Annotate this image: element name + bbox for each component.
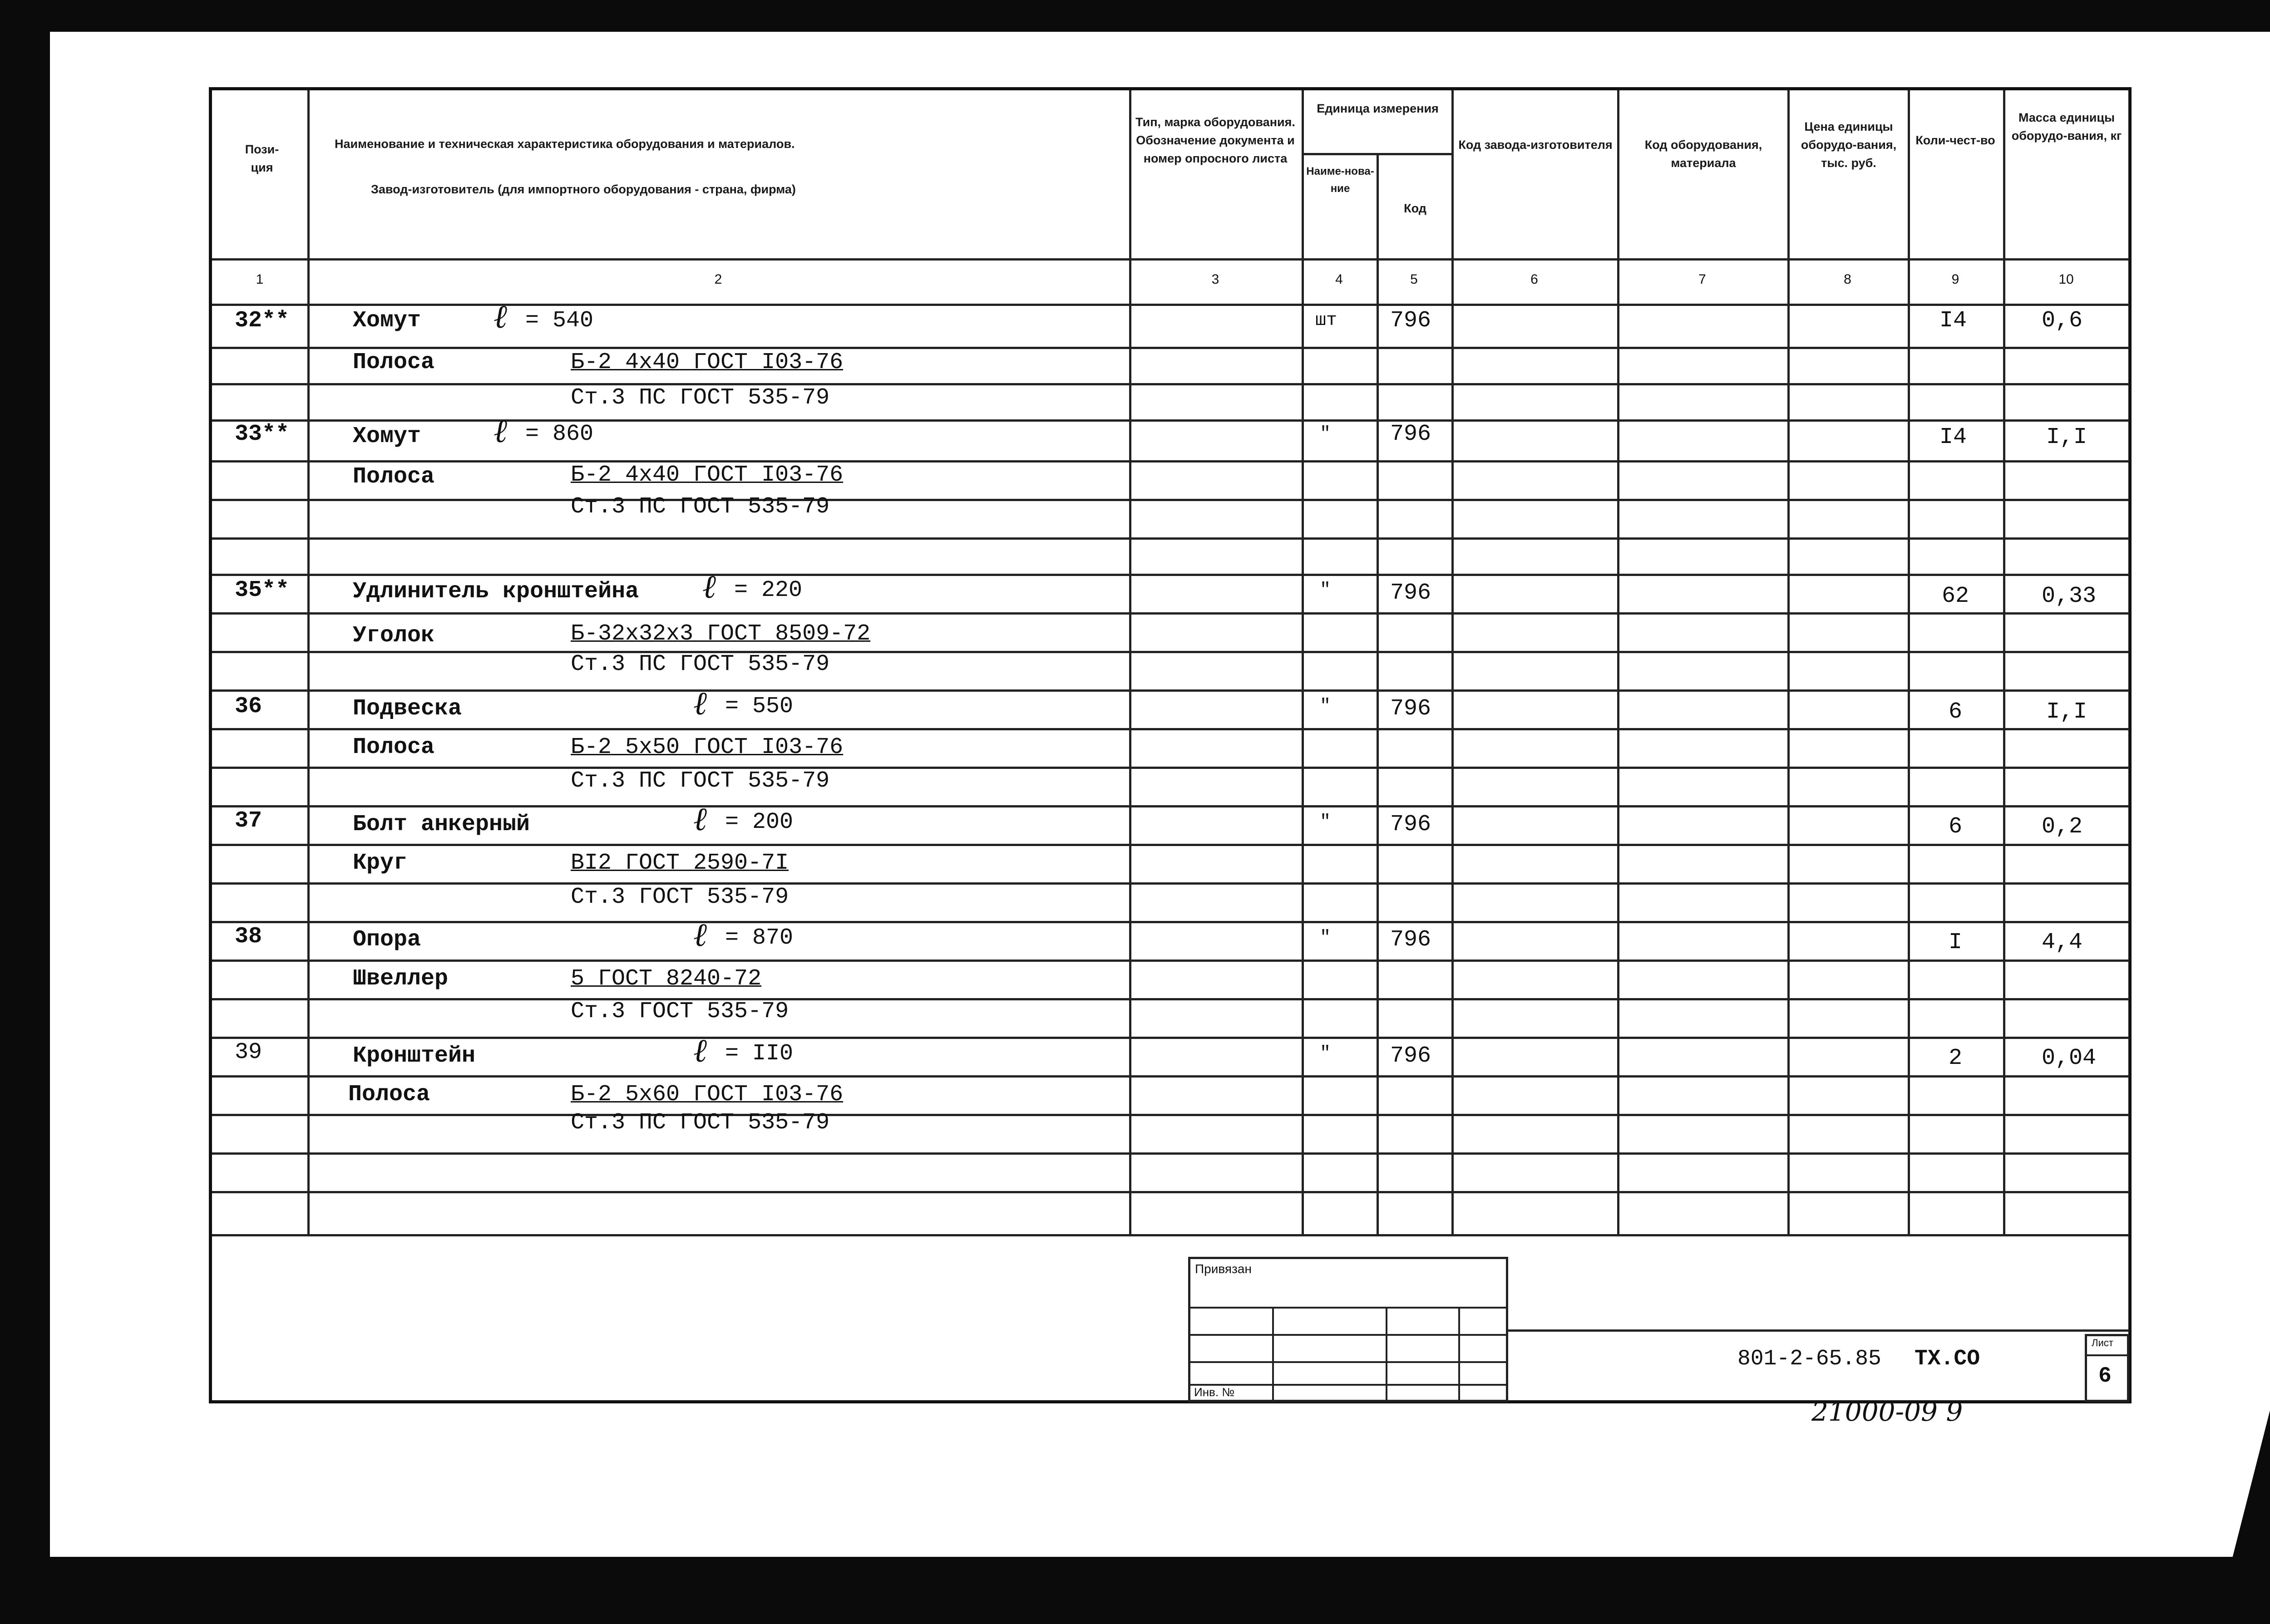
colnum-8: 8: [1844, 272, 1851, 287]
row-spec-steel: Ст.3 ПС ГОСТ 535-79: [571, 494, 830, 520]
row-unit: ": [1320, 928, 1331, 948]
row-mass: I,I: [2046, 699, 2087, 725]
row-quantity: I: [1949, 930, 1963, 955]
row-spec-steel: Ст.3 ПС ГОСТ 535-79: [571, 651, 830, 677]
row-quantity: 6: [1949, 699, 1963, 725]
row-name: Хомут: [353, 423, 421, 449]
row-quantity: 6: [1949, 814, 1963, 840]
row-material: Уголок: [353, 623, 435, 649]
stamp-inventory-label: Инв. №: [1194, 1385, 1235, 1399]
row-unit-code: 796: [1390, 421, 1431, 447]
header-mass: Масса единицы оборудо-вания, кг: [2011, 111, 2122, 143]
row-mass: 0,33: [2042, 583, 2097, 609]
length-symbol: ℓ: [693, 684, 707, 722]
document-mark: ТХ.СО: [1915, 1347, 1980, 1371]
row-unit-code: 796: [1390, 308, 1431, 334]
row-name: Подвеска: [353, 696, 462, 722]
row-length: = II0: [725, 1041, 794, 1067]
row-length: = 550: [725, 694, 794, 719]
sheet-number: 6: [2098, 1364, 2112, 1388]
row-spec-steel: Ст.3 ПС ГОСТ 535-79: [571, 1110, 830, 1136]
row-mass: 4,4: [2042, 930, 2083, 955]
row-spec-profile: Б-32х32х3 ГОСТ 8509-72: [571, 621, 871, 647]
row-length: = 220: [734, 577, 803, 603]
row-spec-profile: BI2 ГОСТ 2590-7I: [571, 850, 789, 876]
row-unit: ": [1320, 424, 1331, 444]
row-unit: ": [1320, 580, 1331, 600]
row-position: 39: [235, 1039, 262, 1065]
sheet-number-box: [2085, 1334, 2129, 1402]
row-position: 37: [235, 808, 262, 834]
row-position: 38: [235, 924, 262, 950]
row-material: Полоса: [353, 734, 435, 760]
header-type: Тип, марка оборудования. Обозначение документа и номер опросного листа: [1135, 115, 1295, 165]
length-symbol: ℓ: [693, 1031, 707, 1069]
spec-sheet: [209, 87, 2132, 1403]
row-position: 35**: [235, 577, 290, 603]
row-material: Полоса: [353, 349, 435, 375]
colnum-10: 10: [2058, 272, 2074, 287]
row-position: 36: [235, 694, 262, 719]
header-unit-group: Единица измерения: [1317, 102, 1439, 115]
approval-stamp: [1188, 1257, 1508, 1402]
row-position: 32**: [235, 308, 290, 334]
colnum-6: 6: [1530, 272, 1538, 287]
row-spec-steel: Ст.3 ГОСТ 535-79: [571, 884, 789, 910]
row-length: = 540: [525, 308, 594, 334]
scan-edge-top: [0, 0, 2270, 32]
row-unit: шт: [1315, 310, 1337, 331]
row-unit-code: 796: [1390, 580, 1431, 606]
colnum-1: 1: [256, 272, 264, 287]
header-equipment-code: Код оборудования, материала: [1644, 138, 1762, 170]
scan-edge-bottom: [0, 1557, 2270, 1624]
row-length: = 200: [725, 809, 794, 835]
length-symbol: ℓ: [493, 412, 507, 450]
row-unit-code: 796: [1390, 927, 1431, 953]
header-factory-code: Код завода-изготовителя: [1458, 138, 1613, 152]
colnum-9: 9: [1951, 272, 1959, 287]
header-name-line1: Наименование и техническая характеристика оборудования и материалов.: [335, 137, 795, 151]
row-material: Полоса: [348, 1082, 430, 1107]
row-material: Швеллер: [353, 966, 449, 992]
colnum-4: 4: [1335, 272, 1343, 287]
row-spec-profile: 5 ГОСТ 8240-72: [571, 966, 762, 992]
scan-edge-left: [0, 0, 50, 1624]
row-material: Круг: [353, 850, 408, 876]
header-bottom-line: [212, 258, 2129, 261]
row-name: Удлинитель кронштейна: [353, 579, 639, 605]
row-unit: ": [1320, 696, 1331, 717]
row-spec-steel: Ст.3 ГОСТ 535-79: [571, 999, 789, 1024]
colnum-7: 7: [1698, 272, 1706, 287]
row-quantity: 62: [1942, 583, 1969, 609]
row-mass: 0,04: [2042, 1045, 2097, 1071]
row-mass: 0,2: [2042, 814, 2083, 840]
row-position: 33**: [235, 421, 290, 447]
handwritten-archive-number: 21000-09 9: [1811, 1396, 1963, 1427]
row-unit-code: 796: [1390, 812, 1431, 837]
row-unit-code: 796: [1390, 696, 1431, 722]
row-mass: 0,6: [2042, 308, 2083, 334]
header-unit-code: Код: [1404, 202, 1426, 215]
row-unit: ": [1320, 1043, 1331, 1064]
row-length: = 870: [725, 925, 794, 951]
length-symbol: ℓ: [702, 567, 716, 605]
length-symbol: ℓ: [493, 297, 507, 335]
row-name: Болт анкерный: [353, 812, 530, 837]
document-code: 801-2-65.85: [1737, 1347, 1881, 1371]
row-spec-profile: Б-2 5х60 ГОСТ I03-76: [571, 1082, 844, 1107]
row-name: Хомут: [353, 308, 421, 334]
stamp-approved-label: Привязан: [1195, 1262, 1252, 1276]
row-spec-steel: Ст.3 ПС ГОСТ 535-79: [571, 385, 830, 411]
row-unit: ": [1320, 812, 1331, 832]
row-quantity: I4: [1939, 308, 1967, 334]
header-quantity: Коли-чест-во: [1915, 133, 1995, 147]
colnum-5: 5: [1410, 272, 1418, 287]
header-name-line2: Завод-изготовитель (для импортного оборудования - страна, фирма): [371, 182, 796, 196]
row-spec-profile: Б-2 4х40 ГОСТ I03-76: [571, 462, 844, 488]
sheet-label: Лист: [2092, 1337, 2113, 1348]
title-block-line: [1508, 1329, 2129, 1332]
length-symbol: ℓ: [693, 915, 707, 954]
row-length: = 860: [525, 421, 594, 447]
header-unit-name: Наиме-нова-ние: [1306, 165, 1374, 195]
row-spec-steel: Ст.3 ПС ГОСТ 535-79: [571, 768, 830, 794]
row-quantity: I4: [1939, 424, 1967, 450]
row-name: Кронштейн: [353, 1043, 476, 1069]
row-material: Полоса: [353, 464, 435, 490]
row-mass: I,I: [2046, 424, 2087, 450]
header-position: Пози- ция: [245, 143, 279, 174]
row-spec-profile: Б-2 5х50 ГОСТ I03-76: [571, 734, 844, 760]
length-symbol: ℓ: [693, 800, 707, 838]
header-price: Цена единицы оборудо-вания, тыс. руб.: [1801, 120, 1897, 170]
row-quantity: 2: [1949, 1045, 1963, 1071]
row-unit-code: 796: [1390, 1043, 1431, 1069]
colnum-2: 2: [714, 272, 722, 287]
row-spec-profile: Б-2 4х40 ГОСТ I03-76: [571, 349, 844, 375]
row-name: Опора: [353, 927, 421, 953]
colnum-3: 3: [1211, 272, 1219, 287]
